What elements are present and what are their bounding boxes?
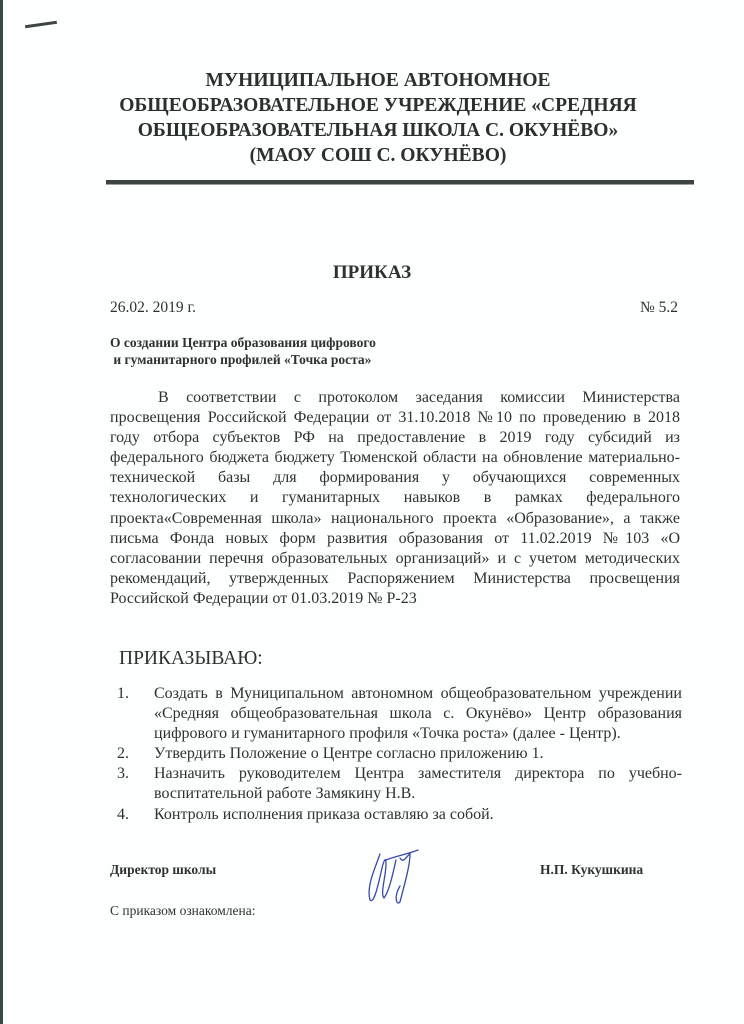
item-text: Утвердить Положение о Центре согласно приложению 1. — [154, 745, 544, 763]
order-item — [117, 744, 682, 764]
item-text: Контроль исполнения приказа оставляю за собой. — [154, 805, 494, 823]
document-subject — [110, 334, 376, 368]
signatory-title: Директор школы — [110, 862, 217, 877]
header-line: (МАОУ СОШ С. ОКУНЁВО) — [249, 145, 507, 166]
order-item — [117, 684, 682, 744]
acknowledgement-line: С приказом ознакомлена: — [110, 903, 256, 918]
item-number: 3. — [117, 765, 129, 783]
item-number: 1. — [117, 685, 129, 702]
order-item — [117, 764, 682, 804]
document-title: ПРИКАЗ — [332, 262, 412, 283]
orders-list — [117, 684, 682, 825]
header-line: ОБЩЕОБРАЗОВАТЕЛЬНОЕ УЧРЕЖДЕНИЕ «СРЕДНЯЯ — [119, 95, 637, 116]
institution-header — [100, 68, 656, 168]
document-number: № 5.2 — [639, 299, 678, 316]
item-number: 4. — [117, 805, 129, 823]
scan-edge — [0, 0, 3, 1024]
pen-mark — [25, 21, 57, 28]
item-text: Создать в Муниципальном автономном общеобразовательном учреждении «Средняя общеобразовательная школа с. Окунёво» Центр образования цифрового и гуманитарного профиля «Точка роста» (далее - Центр). — [154, 685, 682, 743]
subject-line: и гуманитарного профилей «Точка роста» — [110, 352, 372, 367]
item-text: Назначить руководителем Центра заместителя директора по учебно-воспитательной работе Замякину Н.В. — [154, 765, 682, 803]
signature-icon — [356, 846, 428, 906]
subject-line: О создании Центра образования цифрового — [110, 335, 376, 350]
signatory-name: Н.П. Кукушкина — [540, 862, 644, 877]
header-line: ОБЩЕОБРАЗОВАТЕЛЬНАЯ ШКОЛА С. ОКУНЁВО» — [137, 120, 619, 141]
order-item — [117, 805, 682, 825]
header-line: МУНИЦИПАЛЬНОЕ АВТОНОМНОЕ — [205, 70, 551, 91]
header-divider — [106, 180, 694, 185]
preamble-paragraph: В соответствии с протоколом заседания комиссии Министерства просвещения Российской Федерации от 31.10.2018 №10 по проведению в 2018 году отбора субъектов РФ на предоставление в 2019 году субсидий из федерального бюджета бюджету Тюменской области на обновление материально-технической базы для формирования у обучающихся современных технологических и гуманитарных навыков в рамках федерального проекта«Современная школа» национального проекта «Образование», а также письма Фонда новых форм развития образования от 11.02.2019 №103 «О согласовании перечня образовательных организаций» и с учетом методических рекомендаций, утвержденных Распоряжением Министерства просвещения Российской Федерации от 01.03.2019 № Р-23 — [110, 389, 680, 607]
orders-heading: ПРИКАЗЫВАЮ: — [119, 648, 263, 669]
document-date: 26.02. 2019 г. — [110, 299, 196, 316]
item-number: 2. — [117, 745, 129, 763]
